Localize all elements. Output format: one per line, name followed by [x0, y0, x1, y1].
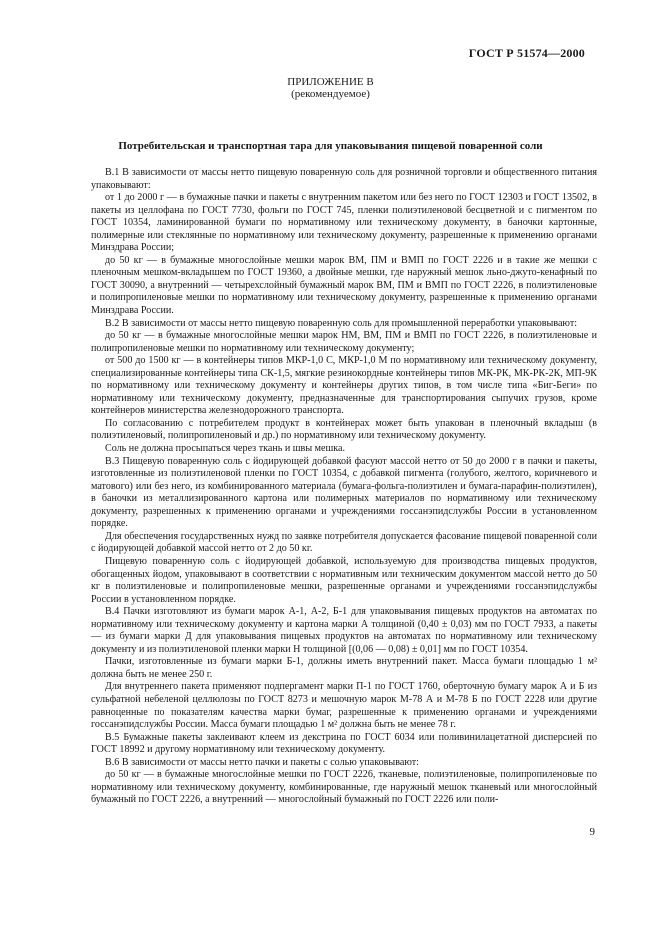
paragraph: В.5 Бумажные пакеты заклеивают клеем из декстрина по ГОСТ 6034 или поливинилацетатной дисперсией по ГОСТ 18992 и другому нормативному или техническому документу.: [91, 731, 597, 756]
page-number: 9: [589, 826, 595, 838]
paragraph: от 500 до 1500 кг — в контейнеры типов МКР-1,0 С, МКР-1,0 М по нормативному или техническому документу, специализированные контейнеры типа СК-1,5, мягкие резинокордные контейнеры типов МК-РК, МК-РК-2К, МП-9К по нормативному или техническому документу и контейнеры других типов, в том числе типа «Биг-Беги» по нормативному или техническому документу, предназначенные для транспортирования сыпучих грузов, кроме контейнеров министерства железнодорожного транспорта.: [91, 355, 597, 417]
paragraph: до 50 кг — в бумажные многослойные мешки марок ВМ, ПМ и ВМП по ГОСТ 2226 и в такие же мешки с пленочным мешком-вкладышем по ГОСТ 19360, а двойные мешки, где наружный мешок льно-джуто-кенафный по ГОСТ 30090, а внутренний — четырехслойный бумажный марок ВМ, ПМ и ВМП по ГОСТ 2226, в полиэтиленовые и полипропиленовые мешки по нормативному или техническому документу, разрешенные к применению органами Минздрава России.: [91, 254, 597, 317]
paragraph: Для внутреннего пакета применяют подпергамент марки П-1 по ГОСТ 1760, оберточную бумагу марок А и Б из сульфатной небеленой целлюлозы по ГОСТ 8273 и мешочную марок М-78 А и М-78 Б по ГОСТ 2228 или другие равноценные по показателям качества марки бумаг, разрешенные к применению органами и учреждениями госсанэпидслужбы России. Масса бумаги площадью 1 м² должна быть не менее 78 г.: [91, 681, 597, 731]
standard-code: ГОСТ Р 51574—2000: [468, 46, 585, 60]
paragraph: Пищевую поваренную соль с йодирующей добавкой, используемую для производства пищевых продуктов, обогащенных йодом, упаковывают в соответствии с нормативным или техническим документом массой нетто до 50 кг в полиэтиленовые и полипропиленовые мешки, разрешенные органами и учреждениями госсанэпидслужбы России в установленном порядке.: [91, 555, 597, 605]
paragraph: от 1 до 2000 г — в бумажные пачки и пакеты с внутренним пакетом или без него по ГОСТ 12303 и ГОСТ 13502, в пакеты из целлофана по ГОСТ 7730, фольги по ГОСТ 745, пленки полиэтиленовой бесцветной и с пигментом по ГОСТ 10354, ламинированной бумаги по нормативному или техническому документу, в баночки картонные, полимерные или стеклянные по нормативному или техническому документу, разрешенные к применению органами Минздрава России;: [91, 192, 597, 254]
paragraph: По согласованию с потребителем продукт в контейнерах может быть упакован в пленочный вкладыш (в полиэтиленовый, полипропиленовый и др.) по нормативному или техническому документу.: [91, 417, 597, 442]
paragraph: В.2 В зависимости от массы нетто пищевую поваренную соль для промышленной переработки упаковывают:: [105, 317, 578, 329]
paragraph: до 50 кг — в бумажные многослойные мешки по ГОСТ 2226, тканевые, полиэтиленовые, полипропиленовые по нормативному или техническому документу, комбинированные, где наружный мешок тканевый или многослойный бумажный по ГОСТ 2226, а внутренний — многослойный бумажный по ГОСТ 2226 или поли-: [91, 769, 597, 806]
paragraph: В.1 В зависимости от массы нетто пищевую поваренную соль для розничной торговли и общественного питания упаковывают:: [91, 167, 597, 191]
paragraph: В.4 Пачки изготовляют из бумаги марок А-1, А-2, Б-1 для упаковывания пищевых продуктов на автоматах по нормативному или техническому документу и картона марки А толщиной (0,40 ± 0,03) мм по ГОСТ 7933, а пакеты — из бумаги марки Д для упаковывания пищевых продуктов на автоматах по нормативному или техническому документу и из полиэтиленовой пленки марки Н толщиной [(0,06 — 0,08) ± 0,01] мм по ГОСТ 10354.: [91, 606, 597, 655]
paragraph: В.3 Пищевую поваренную соль с йодирующей добавкой фасуют массой нетто от 50 до 2000 г в пачки и пакеты, изготовленные из полиэтиленовой пленки по ГОСТ 10354, с добавкой пигмента (голубого, желтого, коричневого и матового) или без него, из комбинированного материала (бумага-фольга-полиэтилен и бумага-парафин-полиэтилен), в баночки из металлизированного картона или полимерных материалов по нормативному или техническому документу, разрешенных к применению органами и учреждениями госсанэпидслужбы России в установленном порядке.: [91, 455, 597, 530]
paragraph: В.6 В зависимости от массы нетто пачки и пакеты с солью упаковывают:: [105, 756, 419, 768]
paragraph: до 50 кг — в бумажные многослойные мешки марок НМ, ВМ, ПМ и ВМП по ГОСТ 2226, в полиэтиленовые и полипропиленовые мешки по нормативному или техническому документу;: [91, 330, 597, 354]
section-title: Потребительская и транспортная тара для упаковывания пищевой поваренной соли: [118, 140, 543, 152]
body-text: [91, 167, 597, 807]
paragraph: Для обеспечения государственных нужд по заявке потребителя допускается фасование пищевой поваренной соли с йодирующей добавкой массой нетто от 2 до 50 кг.: [91, 530, 597, 555]
appendix-heading: [0, 76, 661, 100]
appendix-label: ПРИЛОЖЕНИЕ В: [287, 76, 374, 88]
paragraph: Соль не должна просыпаться через ткань и швы мешка.: [105, 443, 346, 455]
paragraph: Пачки, изготовленные из бумаги марки Б-1, должны иметь внутренний пакет. Масса бумаги площадью 1 м² должна быть не менее 250 г.: [91, 656, 597, 680]
appendix-status: (рекомендуемое): [291, 88, 370, 100]
